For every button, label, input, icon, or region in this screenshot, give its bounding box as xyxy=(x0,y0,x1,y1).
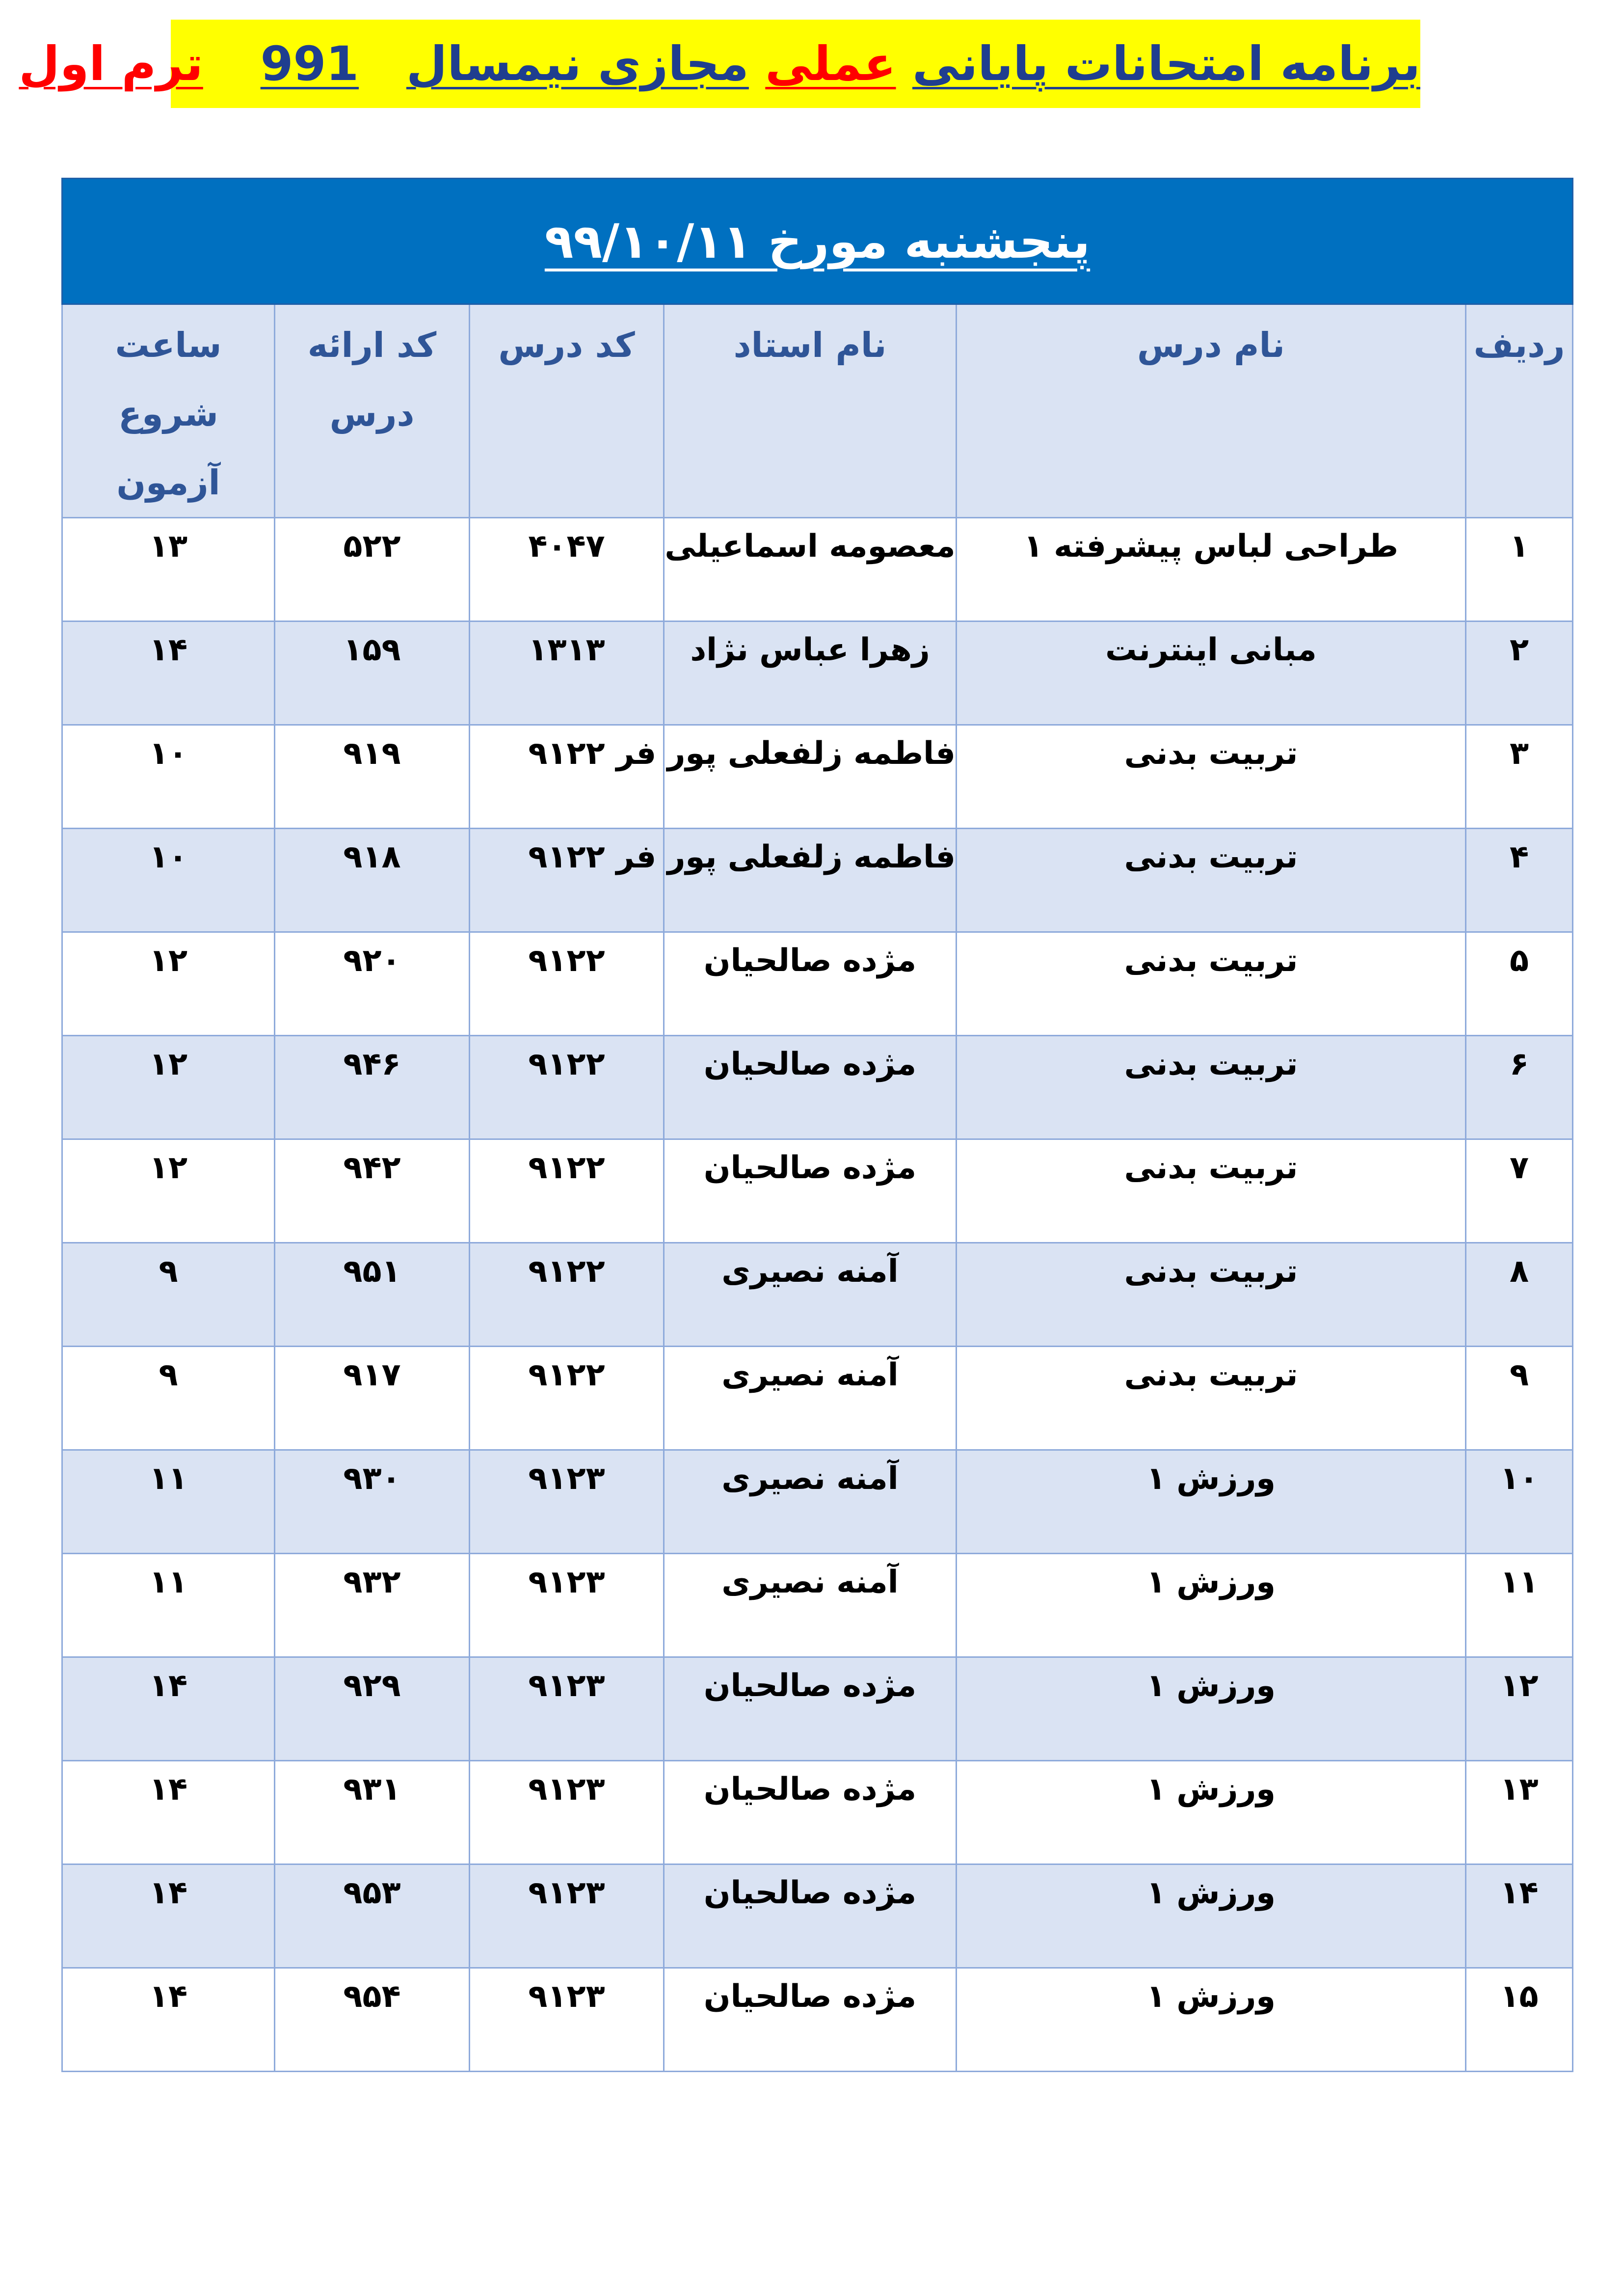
cell-course-code: ۹۱۲۲ xyxy=(470,1036,664,1139)
cell-start-time: ۱۲ xyxy=(62,932,275,1036)
title-part-semester-code: 991 xyxy=(260,36,359,91)
table-row xyxy=(62,1347,1573,1450)
table-row xyxy=(62,621,1573,725)
cell-start-time: ۱۴ xyxy=(62,1864,275,1968)
table-row xyxy=(62,518,1573,621)
table-row xyxy=(62,1139,1573,1243)
cell-row-number: ۱۲ xyxy=(1466,1657,1573,1761)
cell-instructor: آمنه نصیری xyxy=(664,1554,957,1657)
table-row xyxy=(62,1657,1573,1761)
header-offering-code: کد ارائه درس xyxy=(275,304,470,518)
cell-course-code: ۴۰۴۷ xyxy=(470,518,664,621)
cell-row-number: ۱۳ xyxy=(1466,1761,1573,1864)
cell-course-name: ورزش ۱ xyxy=(957,1450,1466,1554)
cell-start-time: ۱۰ xyxy=(62,725,275,829)
cell-start-time: ۱۰ xyxy=(62,829,275,932)
cell-course-name: تربیت بدنی xyxy=(957,932,1466,1036)
cell-offering-code: ۹۳۱ xyxy=(275,1761,470,1864)
cell-course-code: ۹۱۲۲ xyxy=(470,932,664,1036)
cell-course-name: تربیت بدنی xyxy=(957,1347,1466,1450)
cell-course-code: ۹۱۲۳ xyxy=(470,1554,664,1657)
table-row xyxy=(62,829,1573,932)
cell-course-code: ۹۱۲۳ xyxy=(470,1450,664,1554)
cell-row-number: ۸ xyxy=(1466,1243,1573,1347)
cell-row-number: ۷ xyxy=(1466,1139,1573,1243)
cell-offering-code: ۹۳۲ xyxy=(275,1554,470,1657)
cell-offering-code: ۹۱۸ xyxy=(275,829,470,932)
header-course-name: نام درس xyxy=(957,304,1466,518)
table-row xyxy=(62,1036,1573,1139)
cell-instructor: آمنه نصیری xyxy=(664,1243,957,1347)
cell-course-code: ۹۱۲۳ xyxy=(470,1761,664,1864)
table-row xyxy=(62,1554,1573,1657)
cell-start-time: ۱۱ xyxy=(62,1554,275,1657)
cell-offering-code: ۹۴۶ xyxy=(275,1036,470,1139)
cell-offering-code: ۹۳۰ xyxy=(275,1450,470,1554)
exam-date-heading xyxy=(62,179,1573,304)
cell-course-code: ۹۱۲۲ xyxy=(470,1139,664,1243)
cell-course-code: ۹۱۲۳ xyxy=(470,1657,664,1761)
cell-course-name: طراحی لباس پیشرفته ۱ xyxy=(957,518,1466,621)
cell-start-time: ۱۴ xyxy=(62,1657,275,1761)
cell-course-code: ۹۱۲۳ xyxy=(470,1864,664,1968)
cell-course-name: مبانی اینترنت xyxy=(957,621,1466,725)
cell-start-time: ۱۲ xyxy=(62,1139,275,1243)
cell-instructor: مژده صالحیان xyxy=(664,1968,957,2072)
cell-course-name: تربیت بدنی xyxy=(957,725,1466,829)
cell-instructor: مژده صالحیان xyxy=(664,1139,957,1243)
table-body xyxy=(62,518,1573,2072)
cell-offering-code: ۱۵۹ xyxy=(275,621,470,725)
cell-start-time: ۹ xyxy=(62,1243,275,1347)
title-part-program: برنامه امتحانات پایانی xyxy=(912,36,1420,91)
cell-instructor: آمنه نصیری xyxy=(664,1450,957,1554)
cell-course-name: ورزش ۱ xyxy=(957,1864,1466,1968)
cell-row-number: ۵ xyxy=(1466,932,1573,1036)
cell-instructor: مژده صالحیان xyxy=(664,1864,957,1968)
cell-instructor: مژده صالحیان xyxy=(664,1036,957,1139)
table-row xyxy=(62,1968,1573,2072)
date-header-row xyxy=(62,179,1573,304)
cell-row-number: ۳ xyxy=(1466,725,1573,829)
cell-course-code: ۹۱۲۲ xyxy=(470,829,664,932)
cell-course-name: ورزش ۱ xyxy=(957,1657,1466,1761)
cell-course-code: ۹۱۲۲ xyxy=(470,1347,664,1450)
cell-offering-code: ۹۵۴ xyxy=(275,1968,470,2072)
header-instructor: نام استاد xyxy=(664,304,957,518)
cell-instructor: فاطمه زلفعلی پور فر xyxy=(664,829,957,932)
title-part-virtual-semester: مجازی نیمسال xyxy=(406,36,749,91)
cell-instructor: مژده صالحیان xyxy=(664,1657,957,1761)
cell-row-number: ۱۰ xyxy=(1466,1450,1573,1554)
cell-offering-code: ۹۲۹ xyxy=(275,1657,470,1761)
table-row xyxy=(62,1450,1573,1554)
cell-course-code: ۱۳۱۳ xyxy=(470,621,664,725)
cell-offering-code: ۵۲۲ xyxy=(275,518,470,621)
cell-course-name: تربیت بدنی xyxy=(957,1139,1466,1243)
cell-course-code: ۹۱۲۳ xyxy=(470,1968,664,2072)
cell-course-code: ۹۱۲۲ xyxy=(470,1243,664,1347)
cell-course-name: ورزش ۱ xyxy=(957,1968,1466,2072)
cell-start-time: ۱۴ xyxy=(62,621,275,725)
table-row xyxy=(62,1243,1573,1347)
cell-instructor: مژده صالحیان xyxy=(664,1761,957,1864)
cell-course-name: تربیت بدنی xyxy=(957,1243,1466,1347)
cell-start-time: ۹ xyxy=(62,1347,275,1450)
cell-instructor: آمنه نصیری xyxy=(664,1347,957,1450)
header-row-number: ردیف xyxy=(1466,304,1573,518)
cell-start-time: ۱۴ xyxy=(62,1761,275,1864)
cell-offering-code: ۹۲۰ xyxy=(275,932,470,1036)
cell-course-name: تربیت بدنی xyxy=(957,829,1466,932)
table-row xyxy=(62,932,1573,1036)
cell-course-name: تربیت بدنی xyxy=(957,1036,1466,1139)
table-row xyxy=(62,1864,1573,1968)
cell-instructor: زهرا عباس نژاد xyxy=(664,621,957,725)
exam-date-text: پنجشنبه مورخ ۹۹/۱۰/۱۱ xyxy=(544,214,1091,269)
header-course-code: کد درس xyxy=(470,304,664,518)
cell-offering-code: ۹۵۳ xyxy=(275,1864,470,1968)
cell-start-time: ۱۲ xyxy=(62,1036,275,1139)
cell-row-number: ۴ xyxy=(1466,829,1573,932)
title-part-first-term: ترم اول xyxy=(19,36,203,91)
table-row xyxy=(62,1761,1573,1864)
cell-row-number: ۲ xyxy=(1466,621,1573,725)
page-title xyxy=(19,20,1420,108)
cell-start-time: ۱۳ xyxy=(62,518,275,621)
cell-offering-code: ۹۴۲ xyxy=(275,1139,470,1243)
cell-start-time: ۱۴ xyxy=(62,1968,275,2072)
cell-offering-code: ۹۱۹ xyxy=(275,725,470,829)
cell-row-number: ۱۴ xyxy=(1466,1864,1573,1968)
column-header-row xyxy=(62,304,1573,518)
table-row xyxy=(62,725,1573,829)
cell-instructor: مژده صالحیان xyxy=(664,932,957,1036)
cell-course-code: ۹۱۲۲ xyxy=(470,725,664,829)
cell-row-number: ۱۵ xyxy=(1466,1968,1573,2072)
cell-row-number: ۶ xyxy=(1466,1036,1573,1139)
cell-offering-code: ۹۵۱ xyxy=(275,1243,470,1347)
cell-row-number: ۹ xyxy=(1466,1347,1573,1450)
cell-row-number: ۱۱ xyxy=(1466,1554,1573,1657)
cell-course-name: ورزش ۱ xyxy=(957,1554,1466,1657)
cell-course-name: ورزش ۱ xyxy=(957,1761,1466,1864)
exam-schedule-table xyxy=(61,178,1573,2072)
cell-row-number: ۱ xyxy=(1466,518,1573,621)
cell-instructor: معصومه اسماعیلی xyxy=(664,518,957,621)
title-part-practical: عملی xyxy=(765,36,896,91)
cell-offering-code: ۹۱۷ xyxy=(275,1347,470,1450)
cell-instructor: فاطمه زلفعلی پور فر xyxy=(664,725,957,829)
header-start-time: ساعت شروع آزمون xyxy=(62,304,275,518)
cell-start-time: ۱۱ xyxy=(62,1450,275,1554)
